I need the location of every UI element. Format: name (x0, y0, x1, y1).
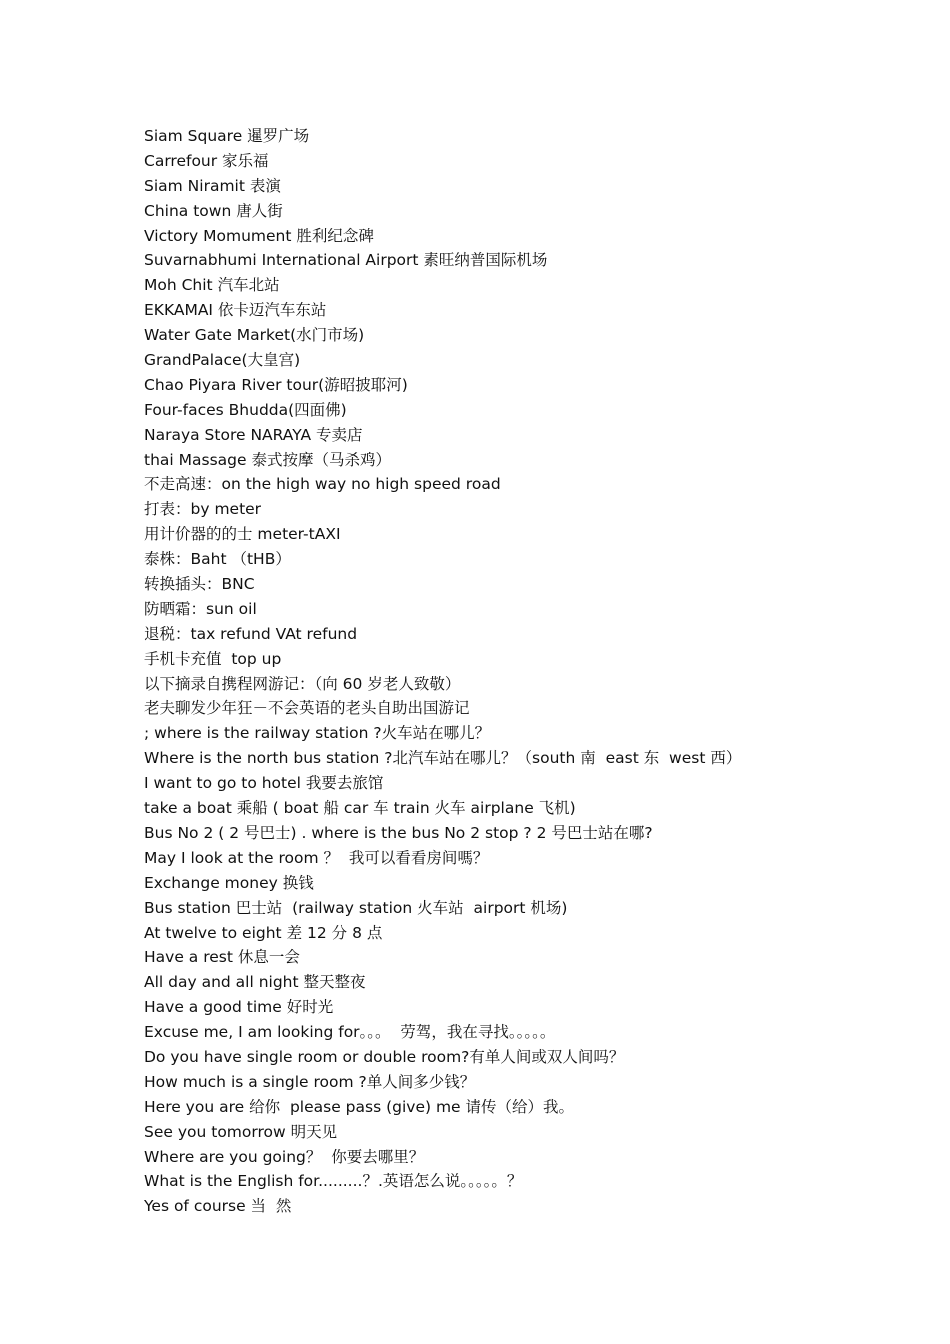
text-line: Here you are 给你 please pass (give) me 请传（给）我。 (144, 1097, 575, 1116)
text-line: Where is the north bus station ?北汽车站在哪儿？（south 南 east 东 west 西） (144, 749, 742, 768)
text-line: EKKAMAI 依卡迈汽车东站 (144, 301, 327, 320)
text-line: 老夫聊发少年狂－不会英语的老头自助出国游记 (144, 699, 470, 718)
text-line: Have a good time 好时光 (144, 998, 334, 1017)
text-line: Four-faces Bhudda(四面佛) (144, 400, 347, 419)
text-line: ; where is the railway station ?火车站在哪儿？ (144, 724, 491, 743)
text-line: 手机卡充值 top up (144, 649, 282, 668)
text-line: Chao Piyara River tour(游昭披耶河) (144, 375, 408, 394)
text-line: Victory Momument 胜利纪念碑 (144, 226, 374, 245)
text-line: 转换插头：BNC (144, 575, 255, 594)
text-line: At twelve to eight 差 12 分 8 点 (144, 923, 383, 942)
text-line: Excuse me, I am looking for。。。 劳驾，我在寻找。。。。。 (144, 1023, 556, 1042)
text-line: thai Massage 泰式按摩（马杀鸡） (144, 450, 391, 469)
text-line: 打表：by meter (144, 500, 262, 519)
text-line: Have a rest 休息一会 (144, 948, 300, 967)
text-line: All day and all night 整天整夜 (144, 973, 366, 992)
text-line: Bus station 巴士站 (railway station 火车站 airport 机场) (144, 898, 568, 917)
text-line: Suvarnabhumi International Airport 素旺纳普国际机场 (144, 251, 548, 270)
text-line: take a boat 乘船 ( boat 船 car 车 train 火车 airplane 飞机) (144, 799, 576, 818)
text-line: China town 唐人街 (144, 201, 283, 220)
text-line: 用计价器的的士 meter-tAXI (144, 525, 341, 544)
text-line: Exchange money 换钱 (144, 873, 314, 892)
text-line: Siam Niramit 表演 (144, 176, 281, 195)
text-line: Bus No 2 ( 2 号巴士) . where is the bus No 2 stop ? 2 号巴士站在哪? (144, 823, 653, 842)
text-line: I want to go to hotel 我要去旅馆 (144, 774, 384, 793)
text-line: Yes of course 当 然 (144, 1197, 292, 1216)
text-line: 泰株：Baht （tHB） (144, 550, 291, 569)
phrase-list (144, 124, 934, 1219)
text-line: Siam Square 暹罗广场 (144, 127, 310, 145)
text-line: Do you have single room or double room?有单人间或双人间吗？ (144, 1047, 625, 1066)
text-line: Where are you going？ 你要去哪里？ (144, 1147, 425, 1166)
text-line: See you tomorrow 明天见 (144, 1122, 338, 1141)
text-line: 退税：tax refund VAt refund (144, 624, 358, 643)
text-line: Moh Chit 汽车北站 (144, 276, 280, 295)
text-line: What is the English for.........？.英语怎么说。。。。。？ (144, 1172, 523, 1191)
text-line: GrandPalace(大皇宫) (144, 351, 301, 370)
text-line: How much is a single room ?单人间多少钱？ (144, 1072, 476, 1091)
text-line: May I look at the room ？ 我可以看看房间嗎？ (144, 848, 489, 867)
text-line: Water Gate Market(水门市场) (144, 326, 365, 345)
text-line: Naraya Store NARAYA 专卖店 (144, 425, 363, 444)
text-line: 防晒霜：sun oil (144, 599, 257, 618)
text-line: 不走高速：on the high way no high speed road (144, 475, 501, 494)
text-line: Carrefour 家乐福 (144, 151, 269, 170)
text-line: 以下摘录自携程网游记：（向 60 岁老人致敬） (144, 674, 461, 693)
